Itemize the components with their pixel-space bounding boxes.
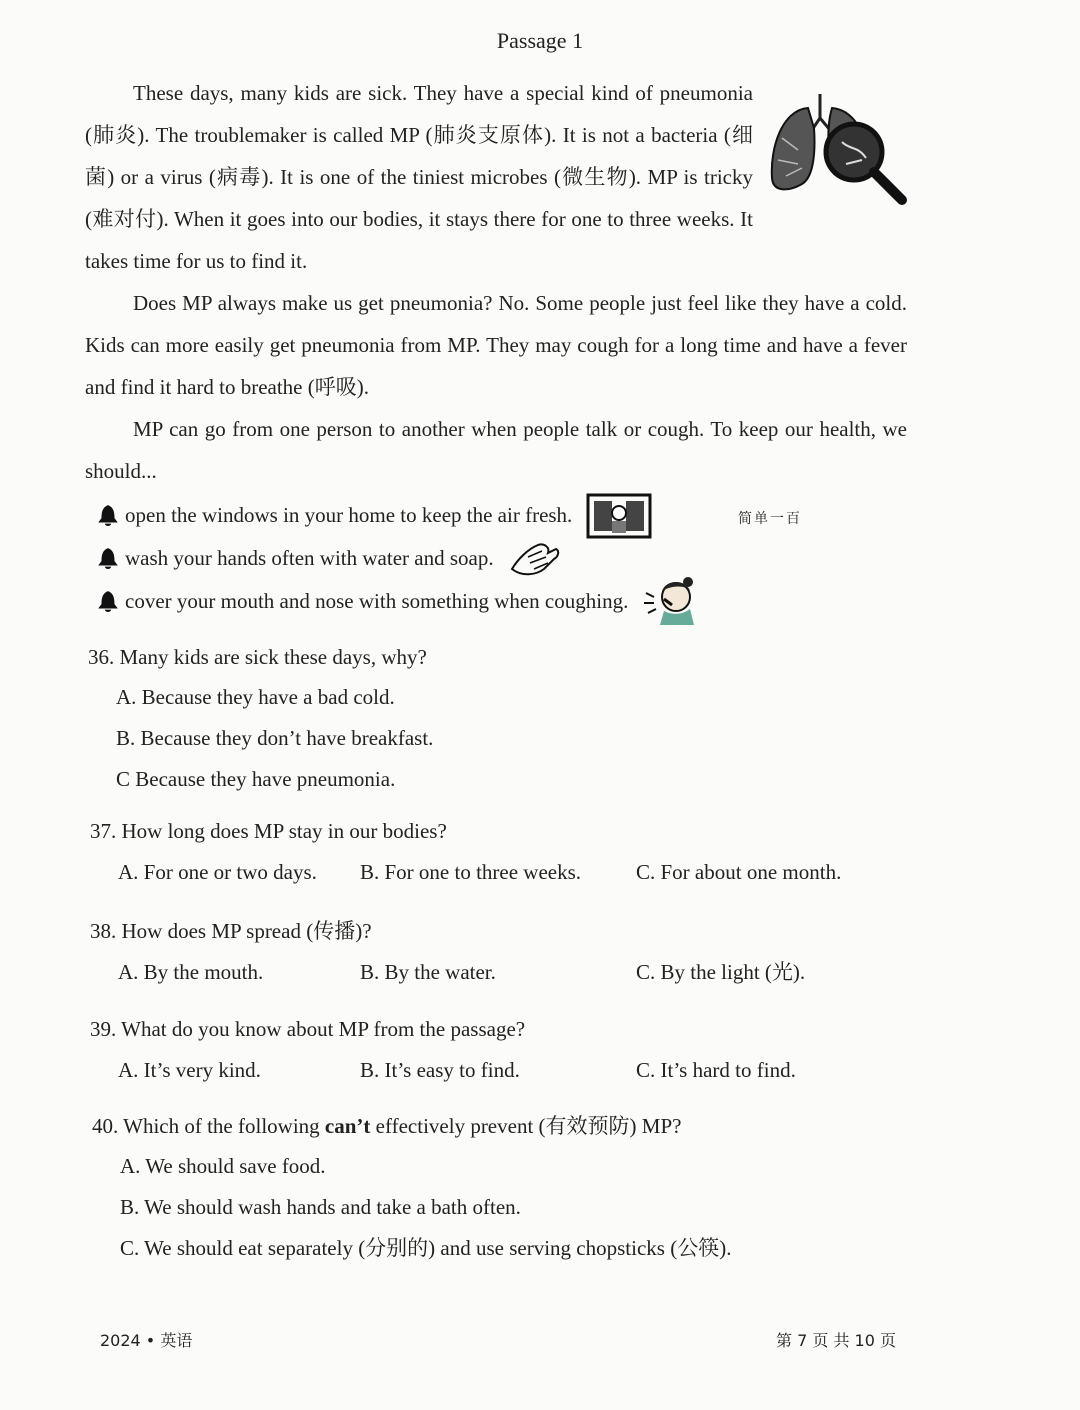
option-a: A. Because they have a bad cold.	[116, 685, 395, 709]
footer-subject: 2024 • 英语	[100, 1331, 193, 1350]
option-c: C. We should eat separately (分别的) and use serving chopsticks (公筷).	[120, 1236, 732, 1260]
question-37	[90, 811, 841, 893]
option-b: B. We should wash hands and take a bath often.	[120, 1195, 521, 1219]
stem-part: effectively prevent (有效预防) MP?	[370, 1114, 682, 1138]
lungs-magnifier-icon	[768, 88, 908, 208]
list-item	[95, 537, 698, 580]
question-stem	[92, 1106, 731, 1146]
footer-page-number: 第 7 页 共 10 页	[776, 1331, 896, 1350]
option-a: A. It’s very kind.	[118, 1058, 261, 1082]
list-item-text: cover your mouth and nose with something when coughing.	[125, 589, 629, 613]
paragraph-3: MP can go from one person to another when people talk or cough. To keep our health, we should...	[85, 417, 907, 483]
list-item	[95, 494, 698, 537]
paragraph-1: These days, many kids are sick. They have a special kind of pneumonia (肺炎). The troublemaker is called MP (肺炎支原体). It is not a bacteria (细菌) or a virus (病毒). It is one of the tiniest microbes (微生物). MP is tricky (难对付). When it goes into our bodies, it stays there for one to three weeks. It takes time for us to find it.	[85, 81, 753, 273]
bell-icon	[95, 546, 121, 572]
question-39	[90, 1009, 796, 1091]
option-c: C Because they have pneumonia.	[116, 767, 396, 791]
option-c: C. By the light (光).	[636, 960, 806, 984]
question-stem: 36. Many kids are sick these days, why?	[88, 645, 427, 669]
option-b: B. It’s easy to find.	[360, 1058, 520, 1082]
question-40	[92, 1106, 731, 1269]
stem-part: 40. Which of the following	[92, 1114, 325, 1138]
option-b: B. By the water.	[360, 960, 496, 984]
question-stem: 39. What do you know about MP from the passage?	[90, 1017, 526, 1041]
option-b: B. Because they don’t have breakfast.	[116, 726, 434, 750]
question-36	[88, 637, 433, 800]
question-stem: 37. How long does MP stay in our bodies?	[90, 819, 447, 843]
list-item	[95, 580, 698, 623]
prevention-list	[95, 494, 698, 623]
bell-icon	[95, 589, 121, 615]
option-c: C. It’s hard to find.	[636, 1058, 796, 1082]
option-c: C. For about one month.	[636, 860, 842, 884]
coughing-person-icon	[642, 577, 698, 627]
window-icon	[586, 493, 652, 539]
list-item-text: wash your hands often with water and soap.	[125, 546, 494, 570]
watermark-stamp: 简单一百	[738, 511, 802, 527]
option-a: A. By the mouth.	[118, 960, 264, 984]
option-b: B. For one to three weeks.	[360, 860, 582, 884]
paragraph-2: Does MP always make us get pneumonia? No. Some people just feel like they have a cold. Kids can more easily get pneumonia from MP. They may cough for a long time and have a fever and find it hard to breathe (呼吸).	[85, 291, 907, 399]
option-a: A. For one or two days.	[118, 860, 317, 884]
option-a: A. We should save food.	[120, 1154, 326, 1178]
hand-washing-icon	[508, 539, 562, 579]
bell-icon	[95, 503, 121, 529]
question-38	[90, 911, 805, 993]
stem-emphasis: can’t	[324, 1114, 371, 1138]
question-stem: 38. How does MP spread (传播)?	[90, 919, 372, 943]
passage-title: Passage 1	[496, 28, 584, 53]
list-item-text: open the windows in your home to keep the air fresh.	[125, 503, 573, 527]
